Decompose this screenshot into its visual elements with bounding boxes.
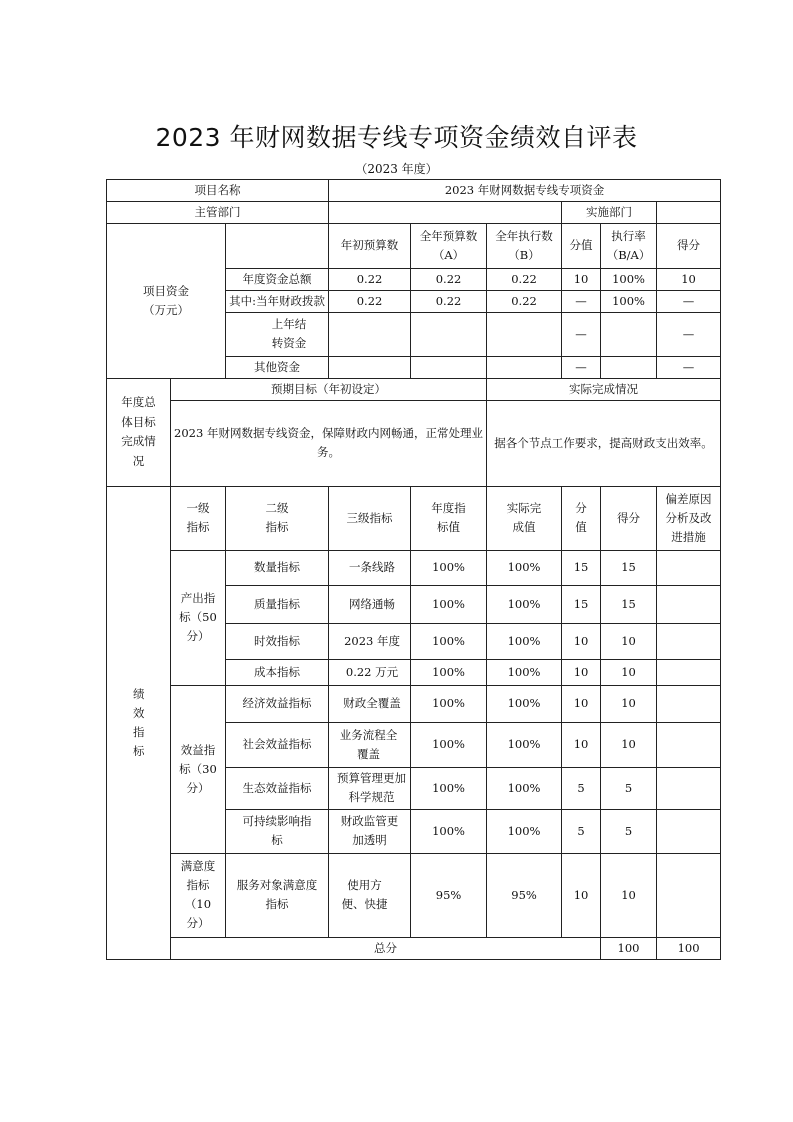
indicator-deviation (657, 767, 721, 809)
indicator-l2: 成本指标 (226, 659, 329, 685)
indicator-actual: 100% (487, 550, 562, 585)
indicators-label: 绩效指标 (107, 486, 171, 959)
funds-row-full: 0.22 (411, 268, 487, 290)
project-name-value: 2023 年财网数据专线专项资金 (329, 180, 721, 202)
funds-row-name: 年度资金总额 (226, 268, 329, 290)
funds-label-line1: 项目资金 (143, 283, 189, 298)
funds-row-name: 其他资金 (226, 356, 329, 378)
funds-row-exec: 0.22 (487, 268, 562, 290)
indicator-score: 15 (562, 585, 601, 623)
indicators-header-score: 分值 (562, 486, 601, 550)
dept-value (329, 201, 562, 223)
indicator-target: 100% (411, 767, 487, 809)
impl-value (657, 201, 721, 223)
funds-row-rate: 100% (601, 268, 657, 290)
funds-label-line2: （万元） (143, 302, 189, 317)
goals-header-row (107, 378, 721, 400)
indicator-score: 10 (562, 623, 601, 659)
indicators-header-actual: 实际完成值 (487, 486, 562, 550)
indicator-l3: 网络通畅 (329, 585, 411, 623)
funds-row-exec (487, 356, 562, 378)
indicator-l2: 时效指标 (226, 623, 329, 659)
indicator-actual: 100% (487, 722, 562, 767)
goals-expected-header: 预期目标（年初设定） (171, 378, 487, 400)
indicator-target: 100% (411, 722, 487, 767)
indicator-got: 10 (601, 853, 657, 937)
indicator-got: 5 (601, 767, 657, 809)
indicator-deviation (657, 623, 721, 659)
indicator-group-benefit: 效益指标（30分） (171, 685, 226, 853)
indicator-got: 15 (601, 550, 657, 585)
indicator-group-satisfaction: 满意度指标（10分） (171, 853, 226, 937)
indicator-score: 10 (562, 853, 601, 937)
indicator-got: 10 (601, 722, 657, 767)
indicator-deviation (657, 659, 721, 685)
indicator-target: 100% (411, 550, 487, 585)
indicator-deviation (657, 722, 721, 767)
indicator-l2: 生态效益指标 (226, 767, 329, 809)
funds-row-score: — (562, 312, 601, 356)
indicator-got: 10 (601, 685, 657, 722)
goals-content-row (107, 400, 721, 486)
indicators-header-l3: 三级指标 (329, 486, 411, 550)
goals-actual-text: 据各个节点工作要求，提高财政支出效率。 (487, 400, 721, 486)
indicator-got: 10 (601, 659, 657, 685)
funds-row-name: 其中:当年财政拨款 (226, 290, 329, 312)
indicator-l3: 财政全覆盖 (329, 685, 411, 722)
indicator-actual: 100% (487, 685, 562, 722)
funds-row-got: — (657, 290, 721, 312)
funds-row-score: 10 (562, 268, 601, 290)
funds-label (107, 223, 226, 378)
funds-row-name: 上年结转资金 (226, 312, 329, 356)
indicator-deviation (657, 685, 721, 722)
indicator-target: 95% (411, 853, 487, 937)
indicator-l2: 质量指标 (226, 585, 329, 623)
funds-row-got: — (657, 356, 721, 378)
indicator-l3: 使用方便、快捷 (329, 853, 411, 937)
indicator-l3: 业务流程全覆盖 (329, 722, 411, 767)
funds-header-got: 得分 (657, 223, 721, 268)
indicator-actual: 100% (487, 659, 562, 685)
indicator-l3: 0.22 万元 (329, 659, 411, 685)
indicator-l3: 一条线路 (329, 550, 411, 585)
funds-row-init (329, 356, 411, 378)
funds-row-full (411, 312, 487, 356)
funds-header-rate: 执行率（B/A） (601, 223, 657, 268)
department-row (107, 201, 721, 223)
funds-row-got: — (657, 312, 721, 356)
indicator-target: 100% (411, 685, 487, 722)
funds-row-rate (601, 312, 657, 356)
indicator-group-output: 产出指标（50分） (171, 550, 226, 685)
indicator-target: 100% (411, 659, 487, 685)
indicator-score: 10 (562, 659, 601, 685)
indicator-actual: 100% (487, 767, 562, 809)
indicator-deviation (657, 853, 721, 937)
indicator-row (107, 853, 721, 937)
indicators-header-target: 年度指标值 (411, 486, 487, 550)
funds-row-score: — (562, 356, 601, 378)
indicators-header-row (107, 486, 721, 550)
indicator-actual: 100% (487, 809, 562, 853)
indicator-target: 100% (411, 809, 487, 853)
indicator-target: 100% (411, 623, 487, 659)
funds-row-exec: 0.22 (487, 290, 562, 312)
indicator-row (107, 550, 721, 585)
funds-header-score: 分值 (562, 223, 601, 268)
goals-label: 年度总体目标完成情况 (107, 378, 171, 486)
indicator-score: 5 (562, 809, 601, 853)
goals-actual-header: 实际完成情况 (487, 378, 721, 400)
indicator-row (107, 685, 721, 722)
indicator-deviation (657, 550, 721, 585)
funds-row-init: 0.22 (329, 290, 411, 312)
indicator-score: 5 (562, 767, 601, 809)
funds-row-rate: 100% (601, 290, 657, 312)
funds-header-exec: 全年执行数（B） (487, 223, 562, 268)
funds-row-full: 0.22 (411, 290, 487, 312)
indicator-score: 15 (562, 550, 601, 585)
indicator-l3: 2023 年度 (329, 623, 411, 659)
indicator-l2: 社会效益指标 (226, 722, 329, 767)
funds-row-score: — (562, 290, 601, 312)
indicator-l2: 服务对象满意度指标 (226, 853, 329, 937)
indicator-actual: 100% (487, 585, 562, 623)
indicator-score: 10 (562, 685, 601, 722)
goals-expected-text: 2023 年财网数据专线资金，保障财政内网畅通，正常处理业务。 (171, 400, 487, 486)
impl-label: 实施部门 (562, 201, 657, 223)
indicator-actual: 100% (487, 623, 562, 659)
indicator-l2: 数量指标 (226, 550, 329, 585)
project-name-row (107, 180, 721, 202)
funds-header-blank (226, 223, 329, 268)
indicator-target: 100% (411, 585, 487, 623)
funds-row-init (329, 312, 411, 356)
funds-row-rate (601, 356, 657, 378)
indicators-header-deviation: 偏差原因分析及改进措施 (657, 486, 721, 550)
funds-row-full (411, 356, 487, 378)
indicator-l3: 预算管理更加科学规范 (329, 767, 411, 809)
total-row (107, 937, 721, 959)
indicator-got: 5 (601, 809, 657, 853)
total-label: 总分 (171, 937, 601, 959)
page-title: 2023 年财网数据专线专项资金绩效自评表 (155, 123, 638, 152)
indicators-header-l2: 二级指标 (226, 486, 329, 550)
indicator-l2: 经济效益指标 (226, 685, 329, 722)
funds-header-row (107, 223, 721, 268)
funds-header-full: 全年预算数（A） (411, 223, 487, 268)
year-note: （2023 年度） (355, 162, 438, 176)
indicator-l3: 财政监管更加透明 (329, 809, 411, 853)
indicators-header-l1: 一级指标 (171, 486, 226, 550)
performance-table (106, 179, 721, 960)
total-score: 100 (601, 937, 657, 959)
indicator-got: 10 (601, 623, 657, 659)
funds-row-got: 10 (657, 268, 721, 290)
dept-label: 主管部门 (107, 201, 329, 223)
indicators-header-got: 得分 (601, 486, 657, 550)
indicator-deviation (657, 585, 721, 623)
funds-row-init: 0.22 (329, 268, 411, 290)
indicator-score: 10 (562, 722, 601, 767)
total-got: 100 (657, 937, 721, 959)
indicator-actual: 95% (487, 853, 562, 937)
funds-header-init: 年初预算数 (329, 223, 411, 268)
indicator-deviation (657, 809, 721, 853)
funds-row-exec (487, 312, 562, 356)
indicator-got: 15 (601, 585, 657, 623)
indicator-l2: 可持续影响指标 (226, 809, 329, 853)
project-name-label: 项目名称 (107, 180, 329, 202)
